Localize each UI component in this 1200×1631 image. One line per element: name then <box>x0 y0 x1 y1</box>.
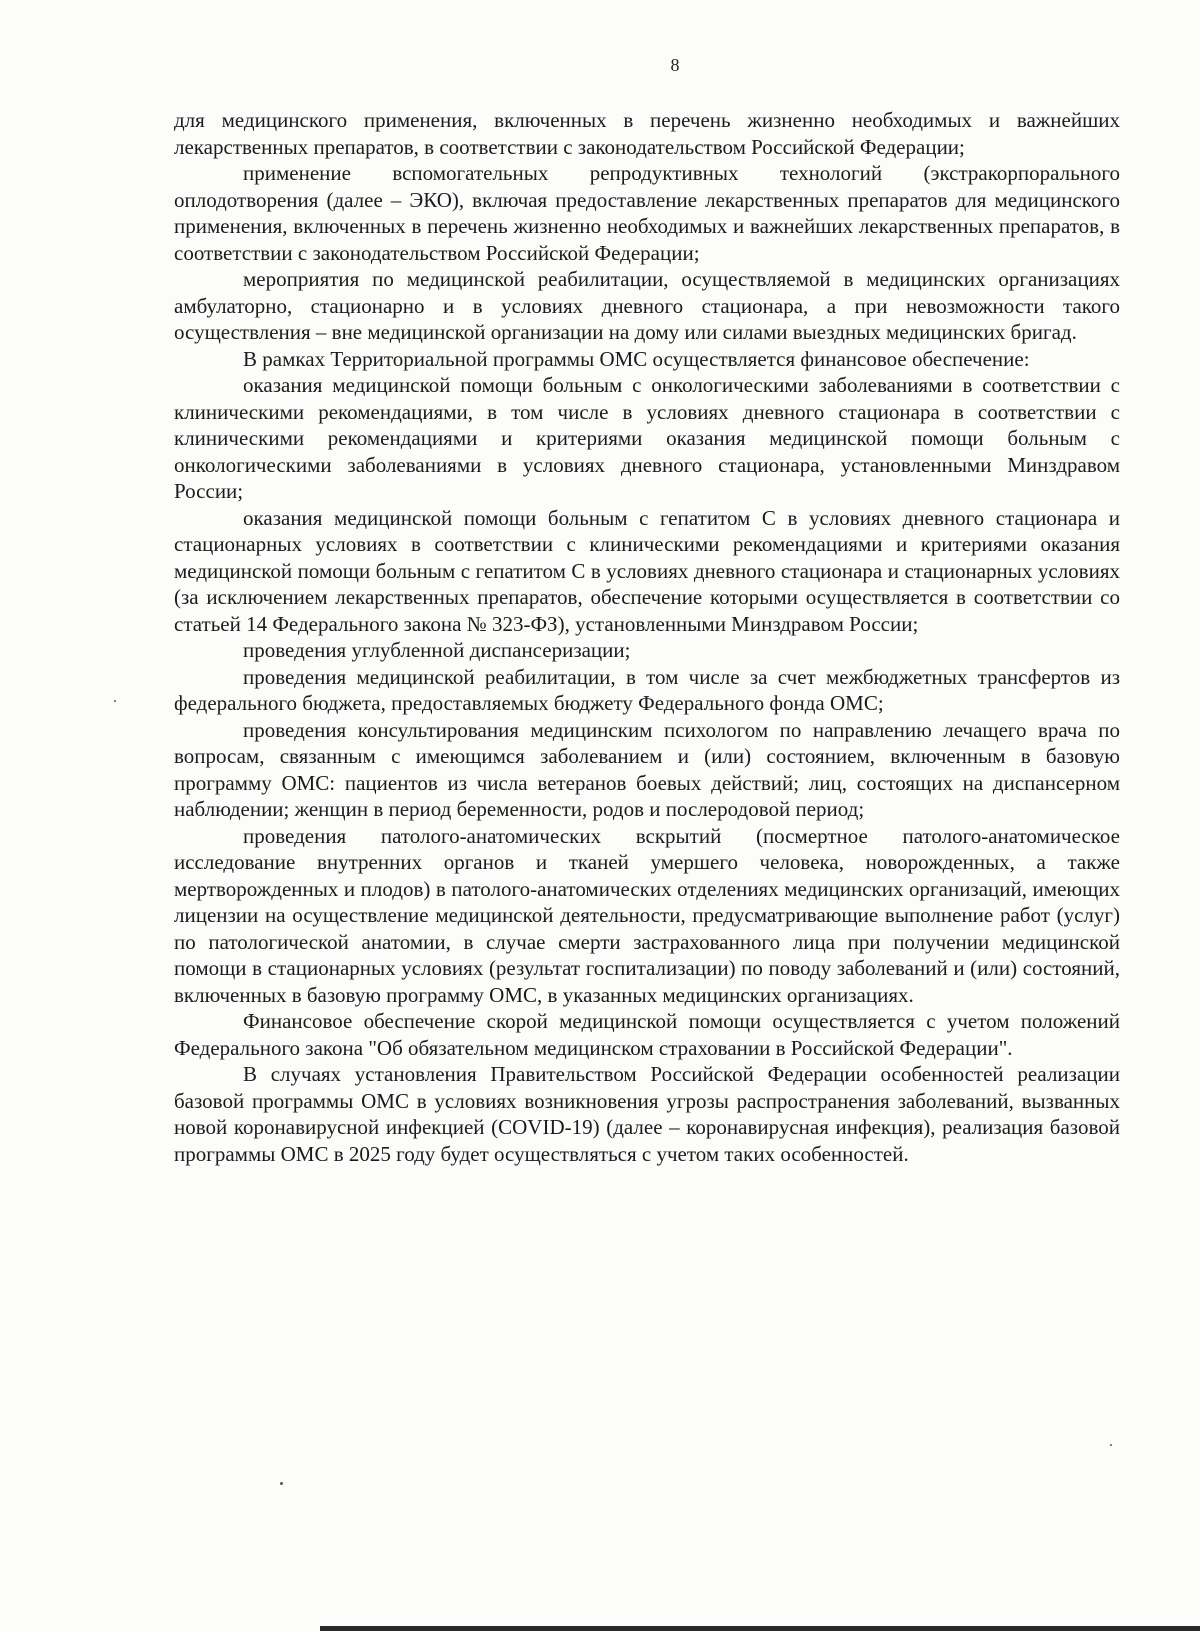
paragraph-hepatitis-c: оказания медицинской помощи больным с гепатитом С в условиях дневного стационара и стационарных условиях в соответствии с клиническими рекомендациями и критериями оказания медицинской помощи больным с гепатитом С в условиях дневного стационара и стационарных условиях (за исключением лекарственных препаратов, обеспечение которыми осуществляется в соответствии со статьей 14 Федерального закона № 323-ФЗ), установленными Минздравом России; <box>174 505 1120 636</box>
paragraph-continuation: для медицинского применения, включенных в перечень жизненно необходимых и важнейших лекарственных препаратов, в соответствии с законодательством Российской Федерации; <box>174 108 1120 159</box>
paragraph-autopsies: проведения патолого-анатомических вскрытий (посмертное патолого-анатомическое исследование внутренних органов и тканей умершего человека, новорожденных, а также мертворожденных и плодов) в патолого-анатомических отделениях медицинских организаций, имеющих лицензии на осуществление медицинской деятельности, предусматривающие выполнение работ (услуг) по патологической анатомии, в случае смерти застрахованного лица при получении медицинской помощи в стационарных условиях (результат госпитализации) по поводу заболеваний и (или) состояний, включенных в базовую программу ОМС, в указанных медицинских организациях. <box>174 823 1120 1007</box>
paragraph-dispensarization: проведения углубленной диспансеризации; <box>243 638 631 662</box>
paragraph-financing-intro: В рамках Территориальной программы ОМС осуществляется финансовое обеспечение: <box>243 346 1030 371</box>
page-number: 8 <box>670 55 680 75</box>
paragraph-rehabilitation-measures: мероприятия по медицинской реабилитации, осуществляемой в медицинских организациях амбулаторно, стационарно и в условиях дневного стационара, а при невозможности такого осуществления – вне медицинской организации на дому или силами выездных медицинских бригад. <box>174 267 1120 344</box>
paragraph-emergency-care: Финансовое обеспечение скорой медицинской помощи осуществляется с учетом положений Федерального закона "Об обязательном медицинском страховании в Российской Федерации". <box>174 1009 1120 1060</box>
paragraph-psychologist: проведения консультирования медицинским психологом по направлению лечащего врача по вопросам, связанным с имеющимся заболеванием и (или) состоянием, включенным в базовую программу ОМС: пациентов из числа ветеранов боевых действий; лиц, состоящих на диспансерном наблюдении; женщин в период беременности, родов и послеродовой период; <box>174 717 1120 821</box>
paragraph-oncology: оказания медицинской помощи больным с онкологическими заболеваниями в соответствии с клиническими рекомендациями, в том числе в условиях дневного стационара в соответствии с клиническими рекомендациями и критериями оказания медицинской помощи больным с онкологическими заболеваниями в условиях дневного стационара, установленными Минздравом России; <box>174 373 1120 503</box>
paragraph-medical-rehabilitation: проведения медицинской реабилитации, в том числе за счет межбюджетных трансфертов из федерального бюджета, предоставляемых бюджету Федерального фонда ОМС; <box>174 664 1120 715</box>
scan-speck <box>280 1482 283 1485</box>
scan-speck <box>1110 1444 1112 1446</box>
document-body <box>174 107 1120 1167</box>
scan-speck <box>114 700 116 702</box>
scan-edge-line <box>320 1626 1200 1631</box>
paragraph-covid: В случаях установления Правительством Российской Федерации особенностей реализации базовой программы ОМС в условиях возникновения угрозы распространения заболеваний, вызванных новой коронавирусной инфекцией (COVID-19) (далее – коронавирусная инфекция), реализация базовой программы ОМС в 2025 году будет осуществляться с учетом таких особенностей. <box>174 1062 1120 1166</box>
paragraph-eco: применение вспомогательных репродуктивных технологий (экстракорпорального оплодотворения (далее – ЭКО), включая предоставление лекарственных препаратов для медицинского применения, включенных в перечень жизненно необходимых и важнейших лекарственных препаратов, в соответствии с законодательством Российской Федерации; <box>174 161 1120 265</box>
